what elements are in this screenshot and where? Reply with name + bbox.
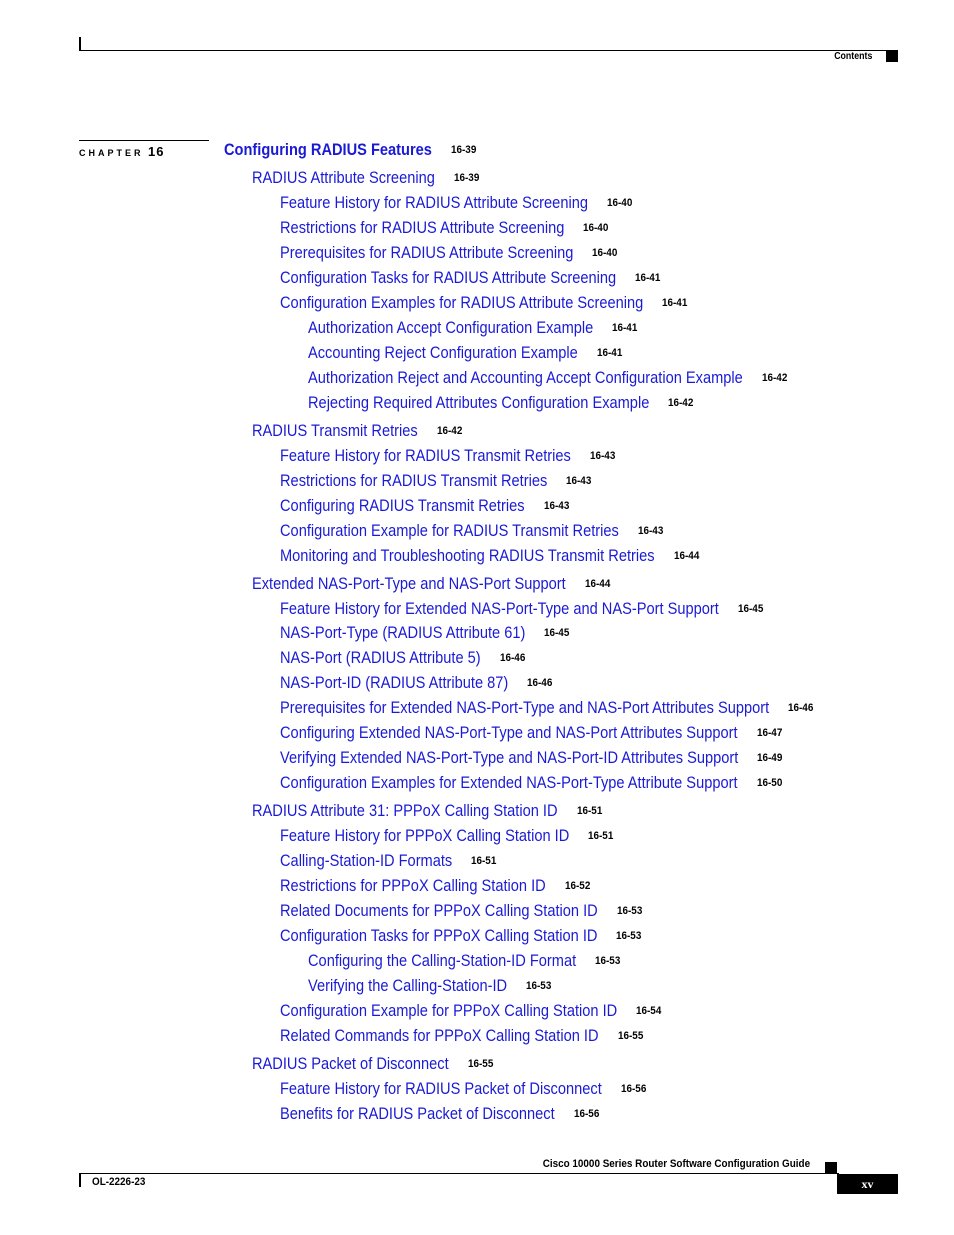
toc-entry-title[interactable]: Configuration Tasks for RADIUS Attribute Screening [280, 268, 617, 287]
toc-entry[interactable] [308, 976, 552, 995]
toc-entry-title[interactable]: Authorization Reject and Accounting Accept Configuration Example [308, 368, 743, 387]
toc-entry-page: 16-41 [612, 322, 638, 334]
toc-entry-page: 16-43 [590, 450, 616, 462]
footer-left-tick [79, 1173, 81, 1187]
toc-entry-title[interactable]: Configuration Examples for RADIUS Attribute Screening [280, 293, 644, 312]
toc-entry-title[interactable]: Monitoring and Troubleshooting RADIUS Transmit Retries [280, 546, 655, 565]
footer-doc-number: OL-2226-23 [92, 1176, 146, 1188]
toc-entry-page: 16-40 [607, 197, 633, 209]
toc-entry[interactable] [280, 522, 674, 540]
chapter-number: 16 [147, 144, 165, 159]
toc-entry[interactable] [280, 749, 813, 767]
toc-entry-page: 16-40 [583, 222, 609, 234]
toc-entry-page: 16-52 [565, 880, 591, 892]
toc-entry[interactable] [252, 421, 463, 440]
footer-page-number: xv [861, 1176, 874, 1191]
toc-entry-page: 16-45 [738, 603, 764, 615]
toc-entry-page: 16-43 [544, 500, 570, 512]
toc-entry-title[interactable]: Extended NAS-Port-Type and NAS-Port Support [252, 574, 566, 593]
toc-entry[interactable] [280, 269, 671, 287]
toc-entry-title[interactable]: Benefits for RADIUS Packet of Disconnect [280, 1104, 555, 1123]
toc-entry-page: 16-46 [527, 677, 553, 689]
footer-page-box [837, 1174, 898, 1194]
toc-entry[interactable] [280, 673, 553, 692]
toc-entry-title[interactable]: Verifying the Calling-Station-ID [308, 976, 508, 995]
toc-entry-page: 16-42 [762, 372, 788, 384]
footer-guide-title: Cisco 10000 Series Router Software Configuration Guide [542, 1158, 810, 1170]
toc-entry-page: 16-40 [592, 247, 618, 259]
toc-entry[interactable] [308, 369, 814, 387]
toc-entry[interactable] [280, 927, 649, 945]
toc-entry[interactable] [280, 1027, 650, 1045]
toc-entry[interactable] [308, 344, 622, 362]
toc-entry-page: 16-45 [544, 627, 570, 639]
toc-entry-page: 16-53 [617, 905, 643, 917]
toc-entry[interactable] [308, 952, 620, 970]
toc-entry[interactable] [280, 472, 591, 490]
toc-entry-page: 16-53 [526, 980, 552, 992]
toc-entry-title[interactable]: Feature History for PPPoX Calling Station ID [280, 826, 570, 845]
toc-entry-page: 16-51 [471, 855, 497, 867]
chapter-label: CHAPTER [79, 148, 144, 158]
toc-entry[interactable] [280, 851, 497, 870]
toc-entry-title[interactable]: Configuration Example for PPPoX Calling Station ID [280, 1001, 618, 1020]
toc-entry-title[interactable]: Configuring RADIUS Features [224, 140, 432, 159]
toc-entry-title[interactable]: Configuring Extended NAS-Port-Type and NAS-Port Attributes Support [280, 723, 738, 742]
toc-entry[interactable] [280, 902, 649, 920]
toc-chapter-entry[interactable] [224, 140, 477, 159]
toc-entry[interactable] [280, 547, 716, 565]
toc-entry[interactable] [252, 1054, 494, 1073]
toc-entry-page: 16-44 [674, 550, 700, 562]
toc-entry-page: 16-51 [577, 805, 603, 817]
toc-entry-page: 16-42 [437, 425, 463, 437]
header-left-tick [79, 37, 81, 51]
toc-entry-title[interactable]: NAS-Port-Type (RADIUS Attribute 61) [280, 623, 526, 642]
toc-entry[interactable] [280, 496, 570, 515]
toc-entry-title[interactable]: Feature History for RADIUS Transmit Retries [280, 446, 571, 465]
toc-entry[interactable] [280, 1105, 599, 1123]
toc-entry[interactable] [280, 600, 790, 618]
toc-entry[interactable] [308, 394, 705, 412]
toc-entry-page: 16-55 [468, 1058, 494, 1070]
toc-entry[interactable] [252, 575, 617, 593]
toc-entry-page: 16-41 [635, 272, 661, 284]
toc-entry-page: 16-39 [454, 172, 480, 184]
toc-entry-page: 16-50 [757, 777, 783, 789]
toc-entry-page: 16-41 [662, 297, 688, 309]
toc-entry[interactable] [280, 827, 616, 845]
toc-entry-title[interactable]: Feature History for RADIUS Attribute Screening [280, 193, 588, 212]
toc-entry-title[interactable]: Restrictions for RADIUS Transmit Retries [280, 471, 548, 490]
toc-entry-title[interactable]: RADIUS Transmit Retries [252, 421, 418, 440]
toc-entry-page: 16-55 [618, 1030, 644, 1042]
header-black-marker [886, 50, 898, 62]
toc-entry-title[interactable]: RADIUS Attribute Screening [252, 168, 435, 187]
toc-entry-title[interactable]: Configuring the Calling-Station-ID Format [308, 951, 577, 970]
toc-entry-page: 16-47 [757, 727, 783, 739]
toc-entry-page: 16-54 [636, 1005, 662, 1017]
toc-entry[interactable] [280, 244, 621, 262]
toc-entry[interactable] [280, 623, 570, 642]
toc-entry[interactable] [280, 724, 812, 742]
toc-entry-page: 16-43 [566, 475, 592, 487]
footer-rule [79, 1173, 839, 1174]
toc-entry-title[interactable]: Related Documents for PPPoX Calling Station ID [280, 901, 598, 920]
toc-entry[interactable] [308, 319, 640, 337]
toc-entry[interactable] [280, 877, 589, 895]
toc-entry-title[interactable]: RADIUS Packet of Disconnect [252, 1054, 449, 1073]
toc-entry[interactable] [280, 447, 618, 465]
toc-entry-title[interactable]: Prerequisites for RADIUS Attribute Screening [280, 243, 574, 262]
toc-entry-title[interactable]: Prerequisites for Extended NAS-Port-Type and NAS-Port Attributes Support [280, 698, 770, 717]
chapter-heading [79, 143, 164, 161]
toc-entry-title[interactable]: Related Commands for PPPoX Calling Station ID [280, 1026, 599, 1045]
toc-entry[interactable] [252, 168, 480, 187]
toc-entry-title[interactable]: NAS-Port-ID (RADIUS Attribute 87) [280, 673, 509, 692]
toc-entry-page: 16-46 [788, 702, 814, 714]
toc-entry[interactable] [280, 194, 638, 212]
toc-entry-title[interactable]: Restrictions for RADIUS Attribute Screening [280, 218, 565, 237]
toc-entry-title[interactable]: RADIUS Attribute 31: PPPoX Calling Station ID [252, 801, 558, 820]
toc-entry[interactable] [280, 699, 849, 717]
toc-entry[interactable] [280, 648, 526, 667]
toc-entry-title[interactable]: Calling-Station-ID Formats [280, 851, 453, 870]
header-rule [79, 50, 897, 51]
toc-entry-page: 16-49 [757, 752, 783, 764]
toc-entry-title[interactable]: Authorization Accept Configuration Example [308, 318, 594, 337]
toc-entry-title[interactable]: Configuring RADIUS Transmit Retries [280, 496, 525, 515]
toc-entry[interactable] [280, 1002, 672, 1020]
toc-entry-page: 16-42 [668, 397, 694, 409]
toc-entry-page: 16-46 [500, 652, 526, 664]
toc-entry-title[interactable]: Rejecting Required Attributes Configuration Example [308, 393, 650, 412]
toc-entry[interactable] [280, 774, 812, 792]
toc-entry-title[interactable]: Restrictions for PPPoX Calling Station ID [280, 876, 546, 895]
toc-entry-page: 16-53 [595, 955, 621, 967]
toc-entry-page: 16-43 [638, 525, 664, 537]
toc-entry-page: 16-41 [597, 347, 623, 359]
toc-entry[interactable] [280, 1080, 654, 1098]
toc-entry-title[interactable]: Accounting Reject Configuration Example [308, 343, 578, 362]
toc-entry-page: 16-53 [616, 930, 642, 942]
header-section-label: Contents [833, 51, 872, 62]
chapter-rule [79, 140, 209, 141]
toc-entry-page: 16-44 [585, 578, 611, 590]
toc-entry-page: 16-56 [574, 1108, 600, 1120]
toc-entry-title[interactable]: NAS-Port (RADIUS Attribute 5) [280, 648, 481, 667]
toc-entry-title[interactable]: Configuration Tasks for PPPoX Calling Station ID [280, 926, 598, 945]
toc-entry-title[interactable]: Feature History for Extended NAS-Port-Type and NAS-Port Support [280, 599, 719, 618]
toc-entry-title[interactable]: Verifying Extended NAS-Port-Type and NAS-Port-ID Attributes Support [280, 748, 739, 767]
toc-entry-title[interactable]: Feature History for RADIUS Packet of Disconnect [280, 1079, 602, 1098]
toc-entry[interactable] [280, 219, 611, 237]
toc-entry-title[interactable]: Configuration Examples for Extended NAS-Port-Type Attribute Support [280, 773, 738, 792]
toc-entry-title[interactable]: Configuration Example for RADIUS Transmit Retries [280, 521, 619, 540]
toc-entry-page: 16-51 [588, 830, 614, 842]
toc-entry-page: 16-39 [451, 144, 477, 156]
toc-entry[interactable] [280, 294, 702, 312]
toc-entry-page: 16-56 [621, 1083, 647, 1095]
toc-entry[interactable] [252, 802, 607, 820]
